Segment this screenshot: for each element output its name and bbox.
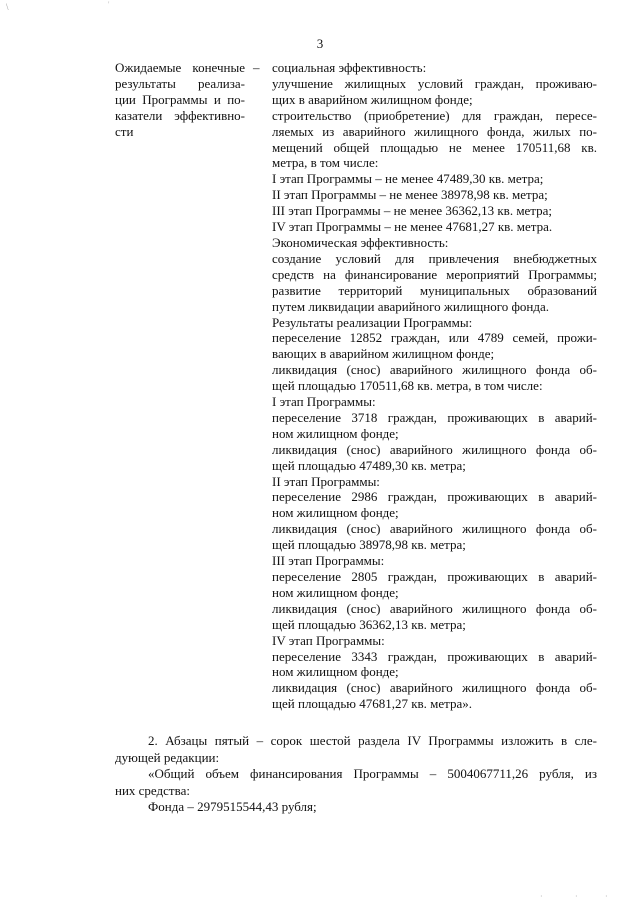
content-line: IV этап Программы – не менее 47681,27 кв. метра. [272,219,553,235]
content-line: II этап Программы – не менее 38978,98 кв. метра; [272,187,548,203]
content-line: переселение 3343 граждан, проживающих в аварий- [272,648,597,664]
content-line: щей площадью 47489,30 кв. метра; [272,457,466,473]
content-line: создание условий для привлечения внебюджетных [272,250,597,266]
content-line: вающих в аварийном жилищном фонде; [272,346,495,362]
content-line: ном жилищном фонде; [272,584,399,600]
label-line: Ожидаемые конечные [115,60,245,75]
passport-row-label [115,60,245,140]
label-separator-dash: – [253,60,260,75]
content-line: метра, в том числе: [272,155,379,171]
content-line: ликвидация (снос) аварийного жилищного фонда об- [272,441,597,457]
content-line: III этап Программы: [272,553,385,569]
content-line: щей площадью 47681,27 кв. метра». [272,696,473,712]
body-paragraph-line: Фонда – 2979515544,43 рубля; [148,799,317,814]
body-paragraph-line: «Общий объем финансирования Программы – 5004067711,26 рубля, из [148,766,597,781]
content-line: ляемых из аварийного жилищного фонда, жилых по- [272,123,597,139]
label-line: ции Программы и по- [115,92,245,107]
content-line: улучшение жилищных условий граждан, проживаю- [272,75,597,91]
content-line: ном жилищном фонде; [272,664,399,680]
content-line: щей площадью 38978,98 кв. метра; [272,537,466,553]
content-line: развитие территорий муниципальных образований [272,282,597,298]
content-line: III этап Программы – не менее 36362,13 кв. метра; [272,203,553,219]
scan-artifact-mark: · [540,892,543,901]
content-line: Результаты реализации Программы: [272,314,473,330]
page-number: 3 [316,36,324,51]
content-line: ном жилищном фонде; [272,505,399,521]
label-line: казатели эффективно- [115,108,245,123]
content-line: I этап Программы – не менее 47489,30 кв. метра; [272,171,544,187]
content-line: ном жилищном фонде; [272,425,399,441]
content-line: ликвидация (снос) аварийного жилищного фонда об- [272,521,597,537]
content-line: строительство (приобретение) для граждан, пересе- [272,107,597,123]
content-line: средств на финансирование мероприятий Программы; [272,266,597,282]
content-line: ликвидация (снос) аварийного жилищного фонда об- [272,600,597,616]
body-paragraph-line: 2. Абзацы пятый – сорок шестой раздела IV Программы изложить в сле- [148,733,597,748]
content-line: переселение 2805 граждан, проживающих в аварий- [272,569,597,584]
content-line: ликвидация (снос) аварийного жилищного фонда об- [272,362,597,378]
content-line: I этап Программы: [272,394,376,410]
label-line: сти [115,124,134,139]
content-line: щей площадью 36362,13 кв. метра; [272,616,466,632]
content-line: переселение 12852 граждан, или 4789 семей, прожи- [272,330,597,346]
content-line: IV этап Программы: [272,632,385,648]
scan-artifact-mark: \ [6,2,9,12]
body-paragraph-line: дующей редакции: [115,749,220,765]
content-line: переселение 2986 граждан, проживающих в аварий- [272,489,597,505]
passport-row-content [272,60,597,712]
content-line: щей площадью 170511,68 кв. метра, в том числе: [272,378,543,394]
content-line: ликвидация (снос) аварийного жилищного фонда об- [272,680,597,696]
document-body [115,733,597,816]
scan-artifact-mark: ' [108,0,110,9]
label-line: результаты реализа- [115,76,245,91]
scan-artifact-mark: · [575,892,578,901]
body-paragraph-line: них средства: [115,782,190,798]
content-line: мещений общей площадью не менее 170511,68 кв. [272,139,597,155]
scan-artifact-mark: · [605,892,608,901]
content-line: II этап Программы: [272,473,380,489]
content-line: переселение 3718 граждан, проживающих в аварий- [272,409,597,425]
content-line: путем ликвидации аварийного жилищного фонда. [272,298,550,314]
content-line: Экономическая эффективность: [272,234,449,250]
content-line: щих в аварийном жилищном фонде; [272,91,473,107]
content-line: социальная эффективность: [272,60,427,75]
